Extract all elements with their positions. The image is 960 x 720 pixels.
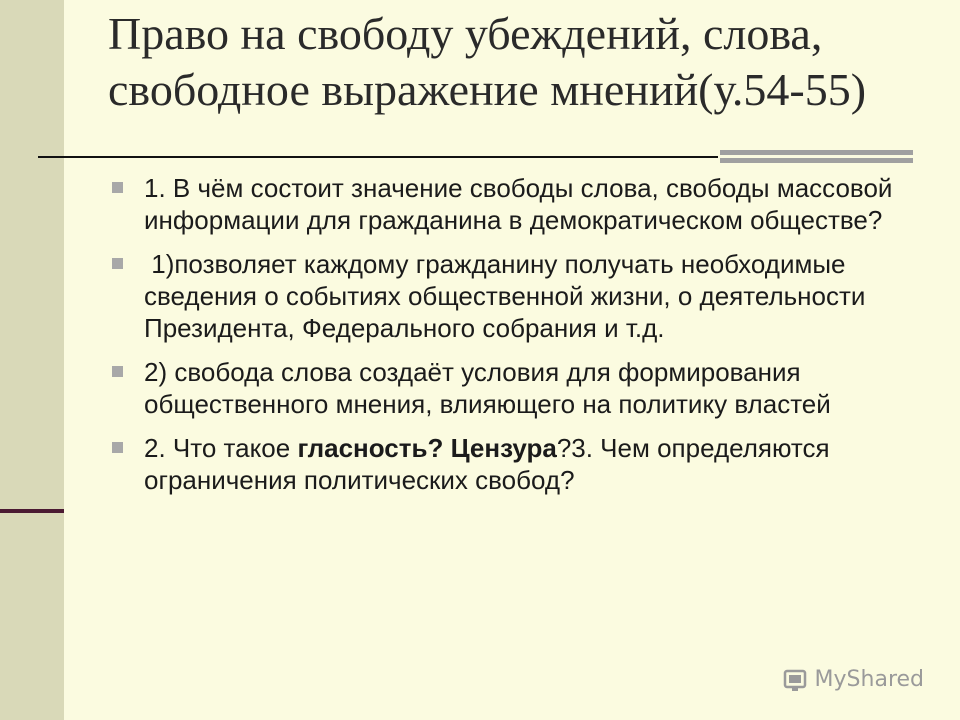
myshared-logo-icon: [783, 668, 809, 692]
sidebar-accent-line: [0, 509, 64, 513]
term-glasnost: гласность?: [297, 433, 444, 463]
list-item-text: 2) свобода слова создаёт условия для формирования общественного мнения, влияющего на политику властей: [144, 357, 831, 419]
title-accent-stripes: [720, 150, 913, 164]
left-sidebar-band: [0, 0, 64, 720]
slide-content-list: [112, 172, 912, 508]
list-item-text-after: ?3. Чем определяются ограничения политических свобод?: [144, 433, 830, 495]
list-item-text: 1. В чём состоит значение свободы слова, свободы массовой информации для гражданина в демократическом обществе?: [144, 173, 893, 235]
square-bullet-icon: [112, 182, 123, 193]
myshared-watermark[interactable]: [783, 667, 924, 692]
list-item: [112, 432, 912, 496]
term-censorship: Цензура: [450, 433, 557, 463]
square-bullet-icon: [112, 258, 123, 269]
square-bullet-icon: [112, 366, 123, 377]
title-underline: [38, 156, 718, 158]
list-item-text-before: 2. Что такое: [144, 433, 298, 463]
list-item: [112, 172, 912, 236]
slide-title: Право на свободу убеждений, слова, свободное выражение мнений(у.54-55): [108, 8, 867, 115]
watermark-text: MyShared: [814, 667, 924, 692]
list-item: [112, 248, 912, 344]
square-bullet-icon: [112, 442, 123, 453]
list-item-text: 1)позволяет каждому гражданину получать необходимые сведения о событиях общественной жизни, о деятельности Президента, Федерального собрания и т.д.: [144, 249, 873, 343]
list-item: [112, 356, 912, 420]
list-item-text-between: [443, 433, 450, 463]
